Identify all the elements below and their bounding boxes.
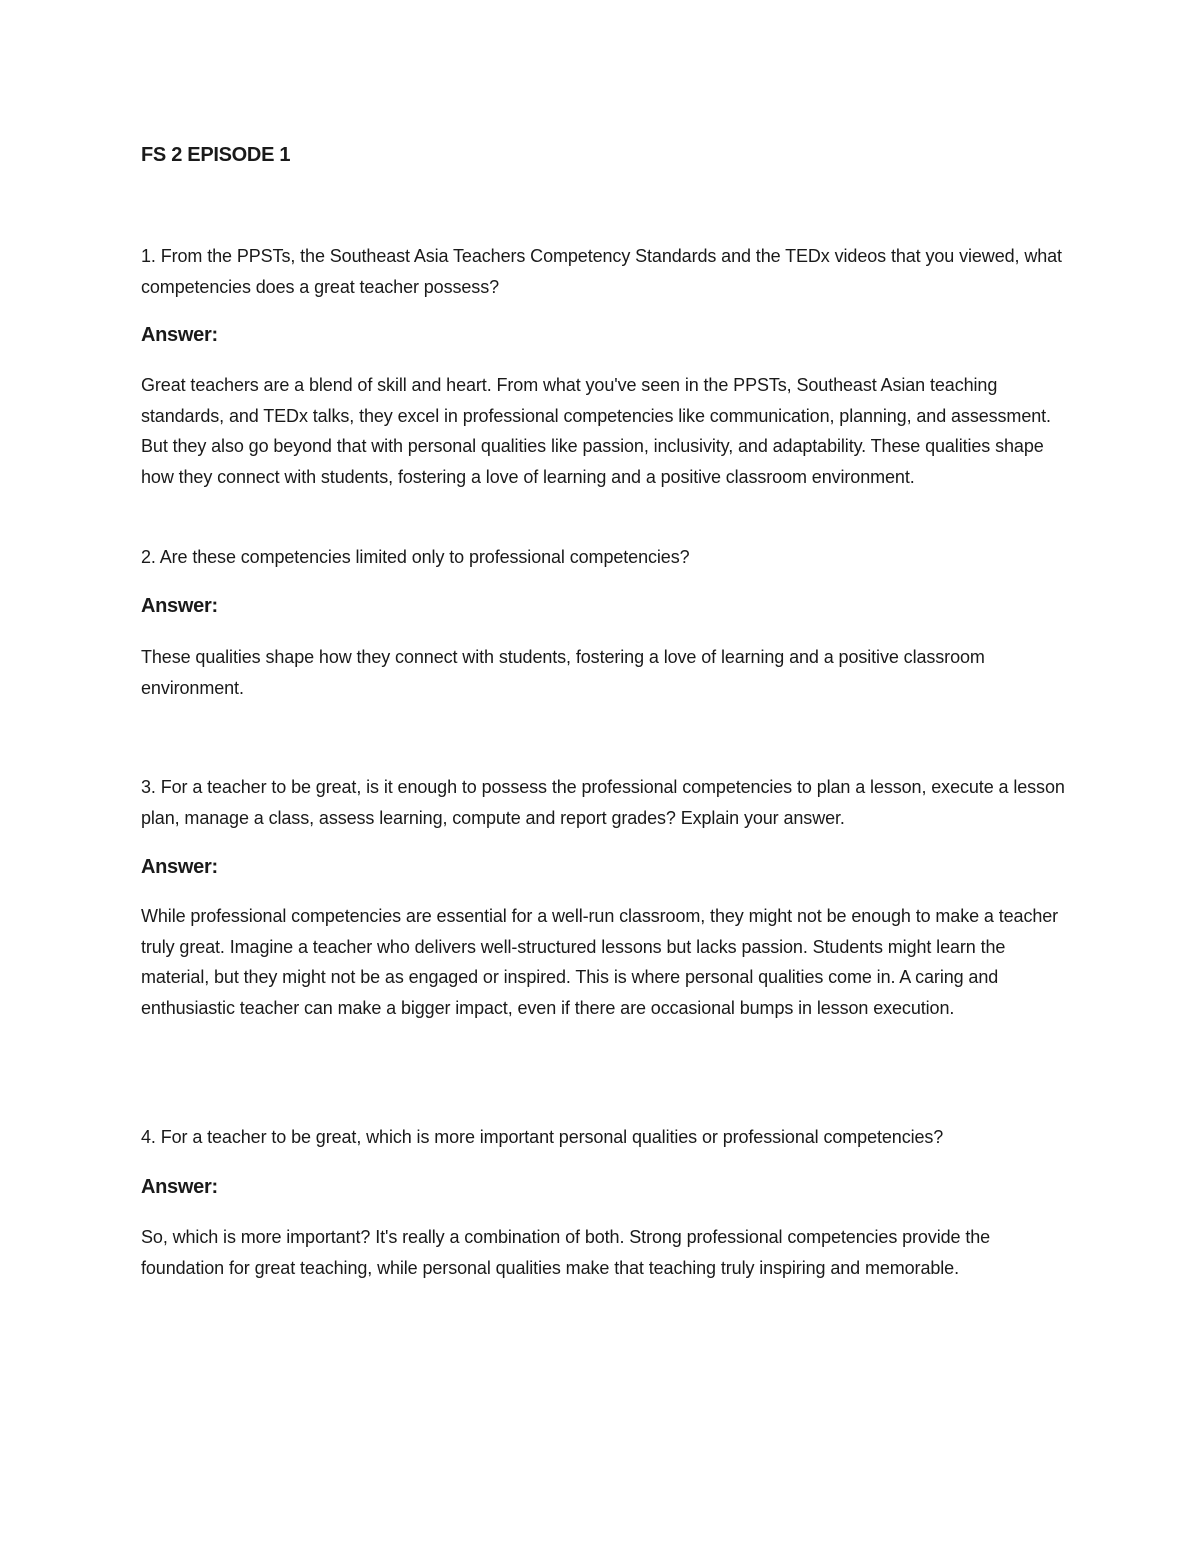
document-title: FS 2 EPISODE 1 [141,144,291,166]
answer-label-2: Answer: [141,595,218,617]
answer-3: While professional competencies are essential for a well-run classroom, they might not be enough to make a teacher truly great. Imagine a teacher who delivers well-structured lessons but lacks passion. Students might learn the material, but they might not be as engaged or inspired. This is where personal qualities come in. A caring and enthusiastic teacher can make a bigger impact, even if there are occasional bumps in lesson execution. [141,906,1059,1018]
question-1: 1. From the PPSTs, the Southeast Asia Teachers Competency Standards and the TEDx videos that you viewed, what competencies does a great teacher possess? [141,246,1062,297]
answer-label-4: Answer: [141,1176,218,1198]
answer-1: Great teachers are a blend of skill and heart. From what you've seen in the PPSTs, Southeast Asian teaching standards, and TEDx talks, they excel in professional competencies like communication, planning, and assessment. But they also go beyond that with personal qualities like passion, inclusivity, and adaptability. These qualities shape how they connect with students, fostering a love of learning and a positive classroom environment. [141,375,1051,487]
question-2: 2. Are these competencies limited only to professional competencies? [141,547,690,567]
question-4: 4. For a teacher to be great, which is more important personal qualities or professional competencies? [141,1127,944,1147]
answer-label-3: Answer: [141,856,218,878]
answer-2: These qualities shape how they connect with students, fostering a love of learning and a positive classroom environment. [141,647,985,698]
answer-label-1: Answer: [141,324,218,346]
question-3: 3. For a teacher to be great, is it enough to possess the professional competencies to plan a lesson, execute a lesson plan, manage a class, assess learning, compute and report grades? Explain your answer. [141,777,1065,828]
answer-4: So, which is more important? It's really a combination of both. Strong professional competencies provide the foundation for great teaching, while personal qualities make that teaching truly inspiring and memorable. [141,1227,991,1278]
